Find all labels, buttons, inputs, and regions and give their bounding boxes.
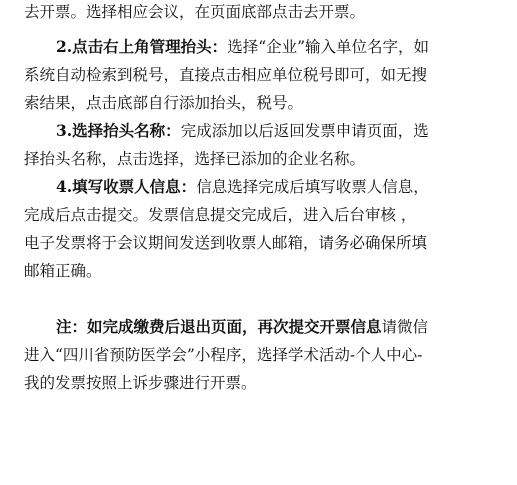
paragraph-line (24, 369, 517, 397)
step-2-label: 2.点击右上角管理抬头： (56, 37, 228, 56)
paragraph-line (24, 257, 517, 285)
line-text: 邮箱正确。 (24, 262, 102, 280)
note-label: 注：如完成缴费后退出页面，再次提交开票信息 (56, 317, 382, 336)
line-text: 系统自动检索到税号，直接点击相应单位税号即可，如无搜 (24, 66, 428, 84)
line-text: 完成后点击提交。发票信息提交完成后，进入后台审核 ， (24, 206, 417, 224)
line-text: 进入“四川省预防医学会”小程序，选择学术活动-个人中心- (24, 346, 423, 364)
paragraph-line (24, 201, 517, 229)
paragraph-line (24, 145, 517, 173)
line-text: 选择“企业”输入单位名字，如 (227, 38, 430, 56)
line-text: 信息选择完成后填写收票人信息， (196, 178, 429, 196)
note-heading-line (56, 313, 517, 341)
line-text: 请微信 (381, 318, 429, 336)
step-2-heading-line (56, 33, 517, 61)
paragraph-line (24, 341, 517, 369)
step-4-heading-line (56, 173, 517, 201)
line-text: 择抬头名称，点击选择，选择已添加的企业名称。 (24, 150, 366, 168)
line-text: 完成添加以后返回发票申请页面，选 (180, 122, 429, 140)
step-3-heading-line (56, 117, 517, 145)
line-text: 去开票。选择相应会议，在页面底部点击去开票。 (24, 3, 366, 21)
line-text: 索结果，点击底部自行添加抬头，税号。 (24, 94, 304, 112)
paragraph-line (24, 0, 517, 26)
line-text: 我的发票按照上诉步骤进行开票。 (24, 374, 257, 392)
paragraph-line (24, 61, 517, 89)
line-text: 电子发票将于会议期间发送到收票人邮箱，请务必确保所填 (24, 234, 428, 252)
step-3-label: 3.选择抬头名称： (56, 121, 181, 140)
paragraph-line (24, 89, 517, 117)
step-4-label: 4.填写收票人信息： (56, 177, 197, 196)
paragraph-line (24, 229, 517, 257)
